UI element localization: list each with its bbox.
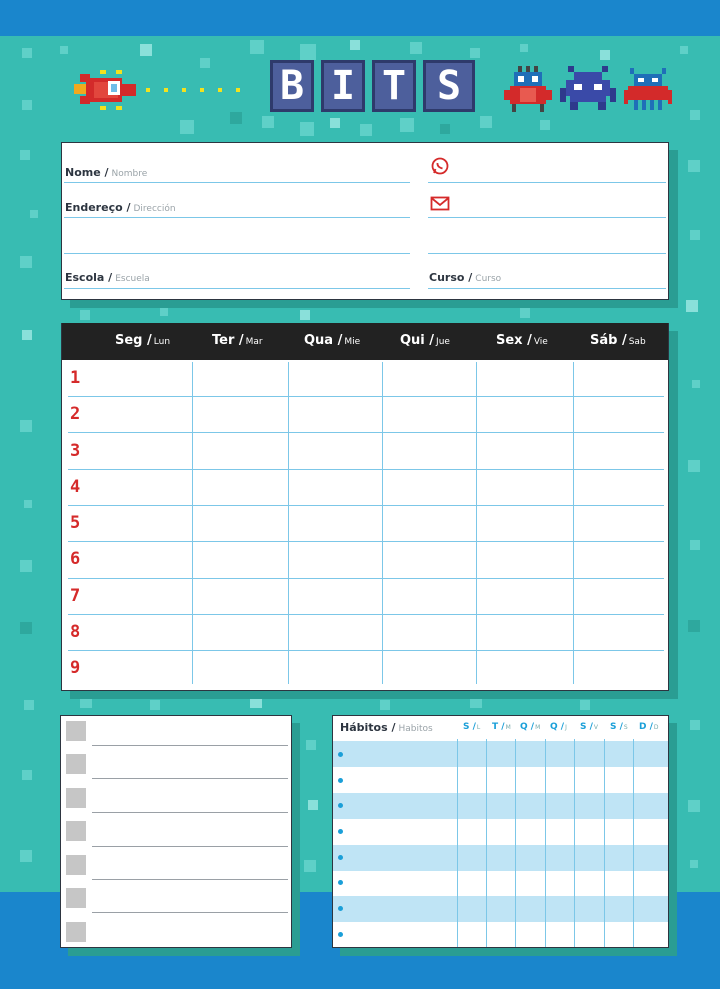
student-info-card: [61, 142, 669, 300]
habit-day-header: S /S: [610, 722, 628, 732]
email-field[interactable]: [428, 217, 666, 218]
checkbox[interactable]: [66, 821, 86, 841]
mail-icon: [430, 196, 450, 212]
logo-letter: S: [436, 63, 462, 109]
bullet-dot: [338, 880, 343, 885]
period-number: 5: [70, 513, 81, 533]
course-label: Curso / Curso: [429, 271, 502, 284]
address-field[interactable]: [64, 217, 410, 218]
period-number: 6: [70, 549, 81, 569]
habits-title: Hábitos / Habitos: [340, 721, 433, 734]
day-header-tue: Ter / Mar: [212, 333, 263, 348]
bullet-dot: [338, 752, 343, 757]
school-field[interactable]: [64, 288, 410, 289]
bullet-dot: [338, 932, 343, 937]
bullet-dot: [338, 906, 343, 911]
checklist-card: [60, 715, 292, 948]
bullet-dot: [338, 855, 343, 860]
name-label: Nome / Nombre: [65, 166, 148, 179]
day-header-sat: Sáb / Sab: [590, 333, 646, 348]
day-header-fri: Sex / Vie: [496, 333, 548, 348]
habit-day-header: S /V: [580, 722, 599, 732]
period-number: 7: [70, 586, 81, 606]
period-number: 1: [70, 368, 81, 388]
habit-day-header: Q /M: [520, 722, 541, 732]
day-header-mon: Seg / Lun: [115, 333, 171, 348]
logo-letter: T: [381, 63, 407, 109]
top-band: [0, 0, 720, 36]
period-number: 4: [70, 477, 81, 497]
logo-letter: B: [279, 63, 305, 109]
checkbox[interactable]: [66, 788, 86, 808]
address-field-line2[interactable]: [64, 253, 410, 254]
checkbox[interactable]: [66, 754, 86, 774]
period-number: 3: [70, 441, 81, 461]
bullet-dot: [338, 829, 343, 834]
day-header-wed: Qua / Mie: [304, 333, 361, 348]
bullet-dot: [338, 778, 343, 783]
course-field[interactable]: [428, 288, 666, 289]
address-label: Endereço / Dirección: [65, 201, 176, 214]
whatsapp-icon: [430, 156, 450, 176]
checkbox[interactable]: [66, 888, 86, 908]
habit-day-header: S /L: [463, 722, 481, 732]
checkbox[interactable]: [66, 922, 86, 942]
day-header-thu: Qui / Jue: [400, 333, 450, 348]
crab-robot-icon: [624, 68, 672, 112]
name-field[interactable]: [64, 182, 410, 183]
period-number: 8: [70, 622, 81, 642]
phone-field[interactable]: [428, 182, 666, 183]
schedule-table: [61, 323, 669, 691]
habit-day-header: D /D: [639, 722, 659, 732]
rocket-ship-icon: [72, 66, 252, 114]
period-number: 9: [70, 658, 81, 678]
space-invader-icon: [560, 66, 616, 112]
habit-day-header: T /M: [492, 722, 511, 732]
red-robot-icon: [504, 66, 552, 112]
logo-letter: I: [330, 63, 356, 109]
email-field-line2[interactable]: [428, 253, 666, 254]
bullet-dot: [338, 803, 343, 808]
checkbox[interactable]: [66, 855, 86, 875]
checkbox[interactable]: [66, 721, 86, 741]
habit-day-header: Q /J: [550, 722, 567, 732]
period-number: 2: [70, 404, 81, 424]
school-label: Escola / Escuela: [65, 271, 150, 284]
